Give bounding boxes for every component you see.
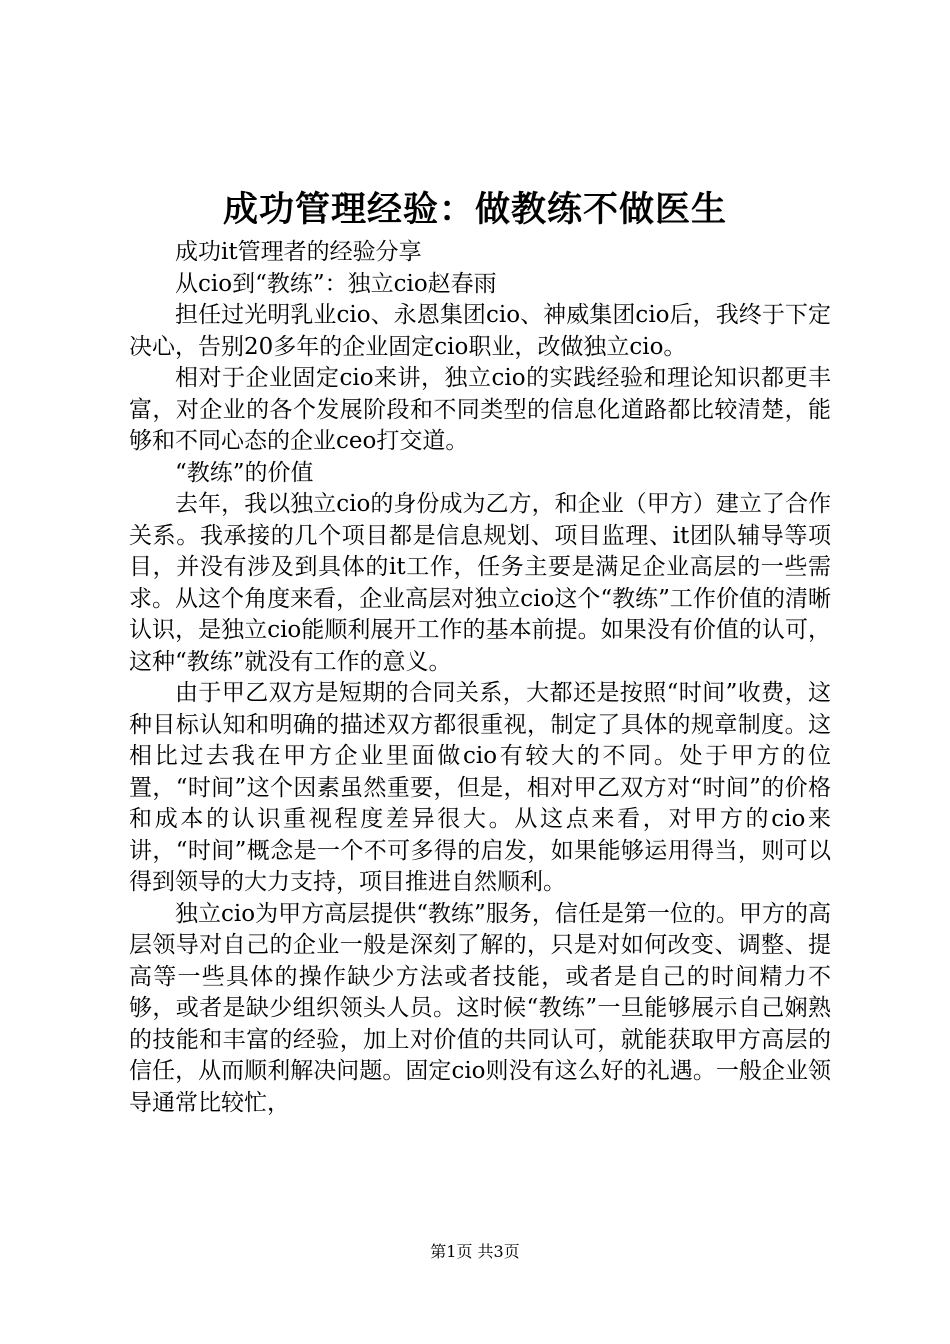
body-paragraph: 独立cio为甲方高层提供“教练”服务，信任是第一位的。甲方的高层领导对自己的企业一般是深刻了解的，只是对如何改变、调整、提高等一些具体的操作缺少方法或者技能，或者是自己的时间精力不够，或者是缺少组织领头人员。这时候“教练”一旦能够展示自己娴熟的技能和丰富的经验，加上对价值的共同认可，就能获取甲方高层的信任，从而顺利解决问题。固定cio则没有这么好的礼遇。一般企业领导通常比较忙， (129, 900, 831, 1116)
body-paragraph: 担任过光明乳业cio、永恩集团cio、神威集团cio后，我终于下定决心，告别20多年的企业固定cio职业，改做独立cio。 (129, 302, 831, 360)
author-line: 从cio到“教练”：独立cio赵春雨 (175, 270, 497, 297)
body-paragraph: 由于甲乙双方是短期的合同关系，大都还是按照“时间”收费，这种目标认知和明确的描述双方都很重视，制定了具体的规章制度。这相比过去我在甲方企业里面做cio有较大的不同。处于甲方的位置，“时间”这个因素虽然重要，但是，相对甲乙双方对“时间”的价格和成本的认识重视程度差异很大。从这点来看，对甲方的cio来讲，“时间”概念是一个不可多得的启发，如果能够运用得当，则可以得到领导的大力支持，项目推进自然顺利。 (129, 680, 831, 895)
subtitle-line: 成功it管理者的经验分享 (175, 239, 422, 265)
body-paragraph: 去年，我以独立cio的身份成为乙方，和企业（甲方）建立了合作关系。我承接的几个项目都是信息规划、项目监理、it团队辅导等项目，并没有涉及到具体的it工作，任务主要是满足企业高层的一些需求。从这个角度来看，企业高层对独立cio这个“教练”工作价值的清晰认识，是独立cio能顺利展开工作的基本前提。如果没有价值的认可，这种“教练”就没有工作的意义。 (129, 491, 831, 675)
page-number-footer: 第1页 共3页 (430, 1242, 520, 1261)
document-title: 成功管理经验：做教练不做医生 (222, 190, 727, 230)
document-body (129, 237, 831, 1119)
body-paragraph: 相对于企业固定cio来讲，独立cio的实践经验和理论知识都更丰富，对企业的各个发展阶段和不同类型的信息化道路都比较清楚，能够和不同心态的企业ceo打交道。 (129, 365, 831, 454)
section-heading: “教练”的价值 (175, 459, 314, 486)
